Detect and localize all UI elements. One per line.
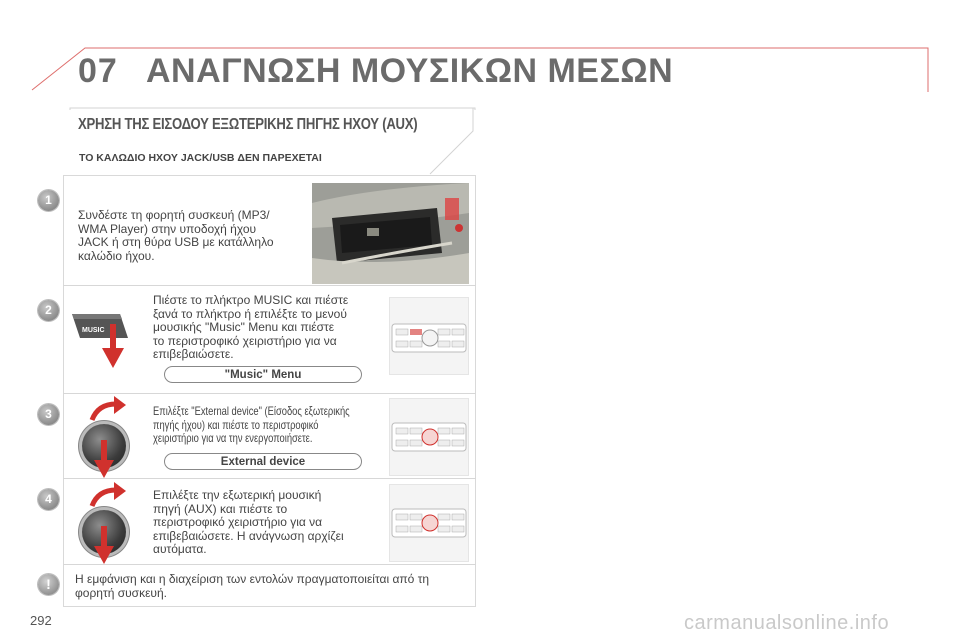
- press-arrow-icon: [98, 322, 128, 370]
- radio-panel-thumb: [389, 398, 469, 476]
- step-divider: [63, 564, 476, 565]
- step-4-text: Επιλέξτε την εξωτερική μουσική πηγή (AUX) και πιέστε το περιστροφικό χειριστήριο για να επιβεβαιώσετε. Η ανάγνωση αρχίζει αυτόματα.: [153, 488, 344, 556]
- chapter-number: 07: [78, 52, 118, 90]
- warning-badge: !: [38, 574, 59, 595]
- rotate-arrow-icon: [88, 482, 128, 508]
- step-4-badge: 4: [38, 489, 59, 510]
- cable-notice: ΤΟ ΚΑΛΩΔΙΟ ΗΧΟΥ JACK/USB ΔΕΝ ΠΑΡΕΧΕΤΑΙ: [79, 152, 322, 164]
- radio-panel-thumb: [389, 484, 469, 562]
- page-number: 292: [30, 613, 52, 628]
- press-arrow-icon: [92, 440, 116, 480]
- chapter-title: ΑΝΑΓΝΩΣΗ ΜΟΥΣΙΚΩΝ ΜΕΣΩΝ: [146, 52, 674, 90]
- press-arrow-icon: [92, 526, 116, 566]
- svg-text:MUSIC: MUSIC: [82, 327, 105, 334]
- step-1-badge: 1: [38, 190, 59, 211]
- step-2-badge: 2: [38, 300, 59, 321]
- glovebox-photo: [312, 183, 469, 284]
- external-device-pill: External device: [164, 453, 362, 470]
- warning-text: Η εμφάνιση και η διαχείριση των εντολών πραγματοποιείται από τη φορητή συσκευή.: [75, 572, 430, 600]
- step-divider: [63, 393, 476, 394]
- rotate-arrow-icon: [88, 396, 128, 422]
- radio-panel-thumb: [389, 297, 469, 375]
- section-title-frame: [0, 0, 960, 200]
- step-2-text: Πιέστε το πλήκτρο MUSIC και πιέστε ξανά το πλήκτρο ή επιλέξτε το μενού μουσικής "Music" Menu και πιέστε το περιστροφικό χειριστήριο για να επιβεβαιώσετε.: [153, 293, 349, 361]
- section-title: ΧΡΗΣΗ ΤΗΣ ΕΙΣΟΔΟΥ ΕΞΩΤΕΡΙΚΗΣ ΠΗΓΗΣ ΗΧΟΥ (AUX): [78, 116, 418, 133]
- music-menu-pill: "Music" Menu: [164, 366, 362, 383]
- step-3-text: Επιλέξτε "External device" (Είσοδος εξωτερικής πηγής ήχου) και πιέστε το περιστροφικό χειριστήριο για να την ενεργοποιήσετε.: [153, 404, 350, 445]
- watermark: carmanualsonline.info: [684, 612, 890, 634]
- step-1-text: Συνδέστε τη φορητή συσκευή (MP3/ WMA Player) στην υποδοχή ήχου JACK ή στη θύρα USB με κατάλληλο καλώδιο ήχου.: [78, 208, 274, 263]
- step-divider: [63, 478, 476, 479]
- step-divider: [63, 285, 476, 286]
- step-3-badge: 3: [38, 404, 59, 425]
